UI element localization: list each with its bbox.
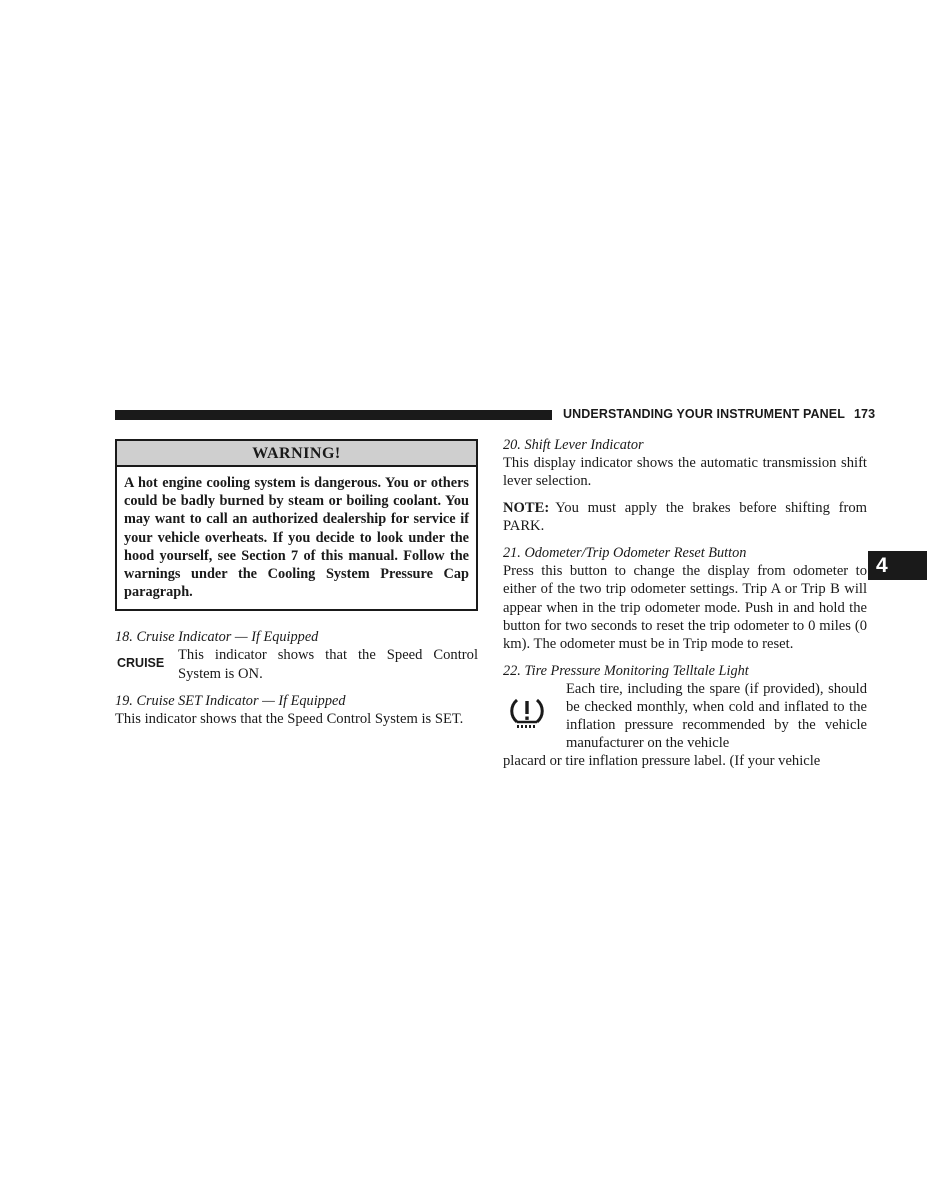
section-22 (503, 680, 867, 752)
section-18 (115, 646, 478, 682)
section-20-body: This display indicator shows the automatic transmission shift lever selection. (503, 455, 867, 490)
note (503, 499, 867, 535)
warning-box (115, 439, 478, 611)
warning-title: WARNING! (117, 441, 476, 467)
section-18-body: This indicator shows that the Speed Control System is ON. (178, 647, 478, 682)
tire-pressure-warning-icon (509, 696, 545, 730)
section-21-heading: 21. Odometer/Trip Odometer Reset Button (503, 545, 747, 562)
cruise-indicator-icon: CRUISE (117, 656, 165, 671)
header-title: UNDERSTANDING YOUR INSTRUMENT PANEL (563, 407, 845, 421)
section-21-body: Press this button to change the display from odometer to either of the two trip odometer settings. Trip A or Trip B will appear when in the trip odometer mode. Push in and hold the button for two seconds to reset the trip odometer to 0 miles (0 km). The odometer must be in Trip mode to reset. (503, 563, 867, 652)
section-20-heading: 20. Shift Lever Indicator (503, 437, 644, 453)
running-header (563, 407, 875, 421)
right-column (503, 436, 867, 770)
note-label: NOTE: (503, 500, 550, 517)
warning-text: A hot engine cooling system is dangerous. You or others could be badly burned by steam or boiling coolant. You may want to call an authorized dealership for service if your vehicle overheats. If you decide to look under the hood yourself, see Section 7 of this manual. Follow the warnings under the Cooling System Pressure Cap paragraph. (124, 475, 469, 601)
section-22-body-continued: placard or tire inflation pressure label. (If your vehicle (503, 753, 821, 770)
section-22-body: Each tire, including the spare (if provided), should be checked monthly, when cold and inflated to the inflation pressure recommended by the vehicle manufacturer on the vehicle (566, 680, 867, 752)
section-22-heading: 22. Tire Pressure Monitoring Telltale Light (503, 662, 749, 679)
section-19-body: This indicator shows that the Speed Control System is SET. (115, 710, 464, 727)
note-text: You must apply the brakes before shifting from PARK. (503, 500, 867, 535)
header-rule (115, 410, 552, 420)
chapter-tab: 4 (868, 551, 927, 580)
left-column (115, 439, 478, 728)
section-18-heading: 18. Cruise Indicator — If Equipped (115, 629, 319, 646)
section-19-heading: 19. Cruise SET Indicator — If Equipped (115, 692, 346, 709)
page-number: 173 (853, 407, 876, 421)
